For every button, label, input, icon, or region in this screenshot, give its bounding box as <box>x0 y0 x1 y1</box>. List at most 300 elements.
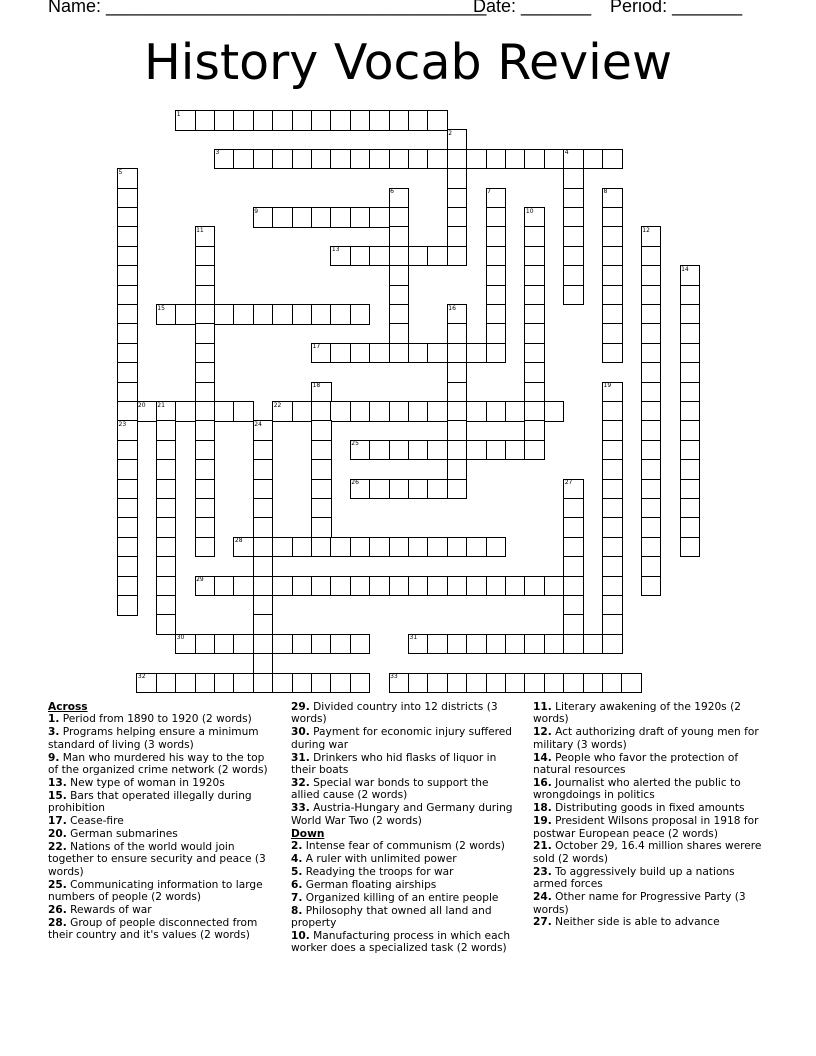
grid-cell[interactable] <box>447 634 468 655</box>
grid-cell[interactable] <box>117 556 138 577</box>
grid-cell[interactable] <box>563 188 584 209</box>
grid-cell[interactable] <box>427 537 448 558</box>
grid-cell[interactable] <box>292 304 313 325</box>
grid-cell[interactable] <box>680 304 701 325</box>
grid-cell[interactable] <box>253 653 274 674</box>
grid-cell[interactable] <box>389 110 410 131</box>
grid-cell[interactable] <box>117 595 138 616</box>
grid-cell[interactable] <box>292 401 313 422</box>
grid-cell[interactable] <box>408 110 429 131</box>
grid-cell[interactable] <box>156 420 177 441</box>
grid-cell[interactable] <box>427 246 448 267</box>
grid-cell[interactable] <box>292 634 313 655</box>
grid-cell[interactable] <box>253 595 274 616</box>
grid-cell[interactable] <box>602 285 623 306</box>
grid-cell[interactable] <box>350 576 371 597</box>
grid-cell[interactable] <box>195 343 216 364</box>
grid-cell[interactable] <box>369 576 390 597</box>
grid-cell[interactable] <box>117 226 138 247</box>
grid-cell[interactable] <box>602 595 623 616</box>
grid-cell[interactable] <box>486 537 507 558</box>
grid-cell[interactable] <box>389 149 410 170</box>
grid-cell[interactable] <box>253 673 274 694</box>
grid-cell[interactable] <box>311 537 332 558</box>
grid-cell[interactable] <box>292 576 313 597</box>
grid-cell[interactable] <box>330 207 351 228</box>
grid-cell[interactable] <box>466 343 487 364</box>
grid-cell[interactable] <box>195 401 216 422</box>
grid-cell[interactable] <box>156 479 177 500</box>
grid-cell[interactable] <box>330 673 351 694</box>
grid-cell[interactable] <box>602 517 623 538</box>
grid-cell[interactable] <box>214 304 235 325</box>
grid-cell[interactable] <box>350 343 371 364</box>
grid-cell[interactable] <box>602 323 623 344</box>
grid-cell[interactable] <box>233 401 254 422</box>
grid-cell[interactable] <box>253 479 274 500</box>
grid-cell[interactable] <box>369 343 390 364</box>
grid-cell[interactable] <box>505 401 526 422</box>
grid-cell[interactable] <box>486 149 507 170</box>
grid-cell[interactable] <box>602 556 623 577</box>
grid-cell[interactable] <box>330 149 351 170</box>
grid-cell[interactable] <box>369 149 390 170</box>
grid-cell[interactable] <box>641 440 662 461</box>
grid-cell[interactable] <box>524 304 545 325</box>
grid-cell[interactable] <box>641 556 662 577</box>
grid-cell[interactable] <box>563 595 584 616</box>
grid-cell[interactable] <box>641 304 662 325</box>
grid-cell[interactable] <box>389 537 410 558</box>
grid-cell[interactable] <box>117 459 138 480</box>
grid-cell[interactable] <box>195 459 216 480</box>
grid-cell[interactable] <box>563 576 584 597</box>
grid-cell[interactable] <box>447 246 468 267</box>
grid-cell[interactable] <box>602 420 623 441</box>
grid-cell[interactable] <box>214 634 235 655</box>
grid-cell[interactable] <box>253 304 274 325</box>
grid-cell[interactable] <box>311 420 332 441</box>
grid-cell[interactable] <box>389 207 410 228</box>
grid-cell[interactable] <box>466 576 487 597</box>
grid-cell[interactable] <box>427 149 448 170</box>
grid-cell[interactable] <box>427 110 448 131</box>
grid-cell[interactable] <box>486 401 507 422</box>
grid-cell[interactable] <box>602 343 623 364</box>
period-field[interactable]: Period: _______ <box>610 0 743 16</box>
grid-cell[interactable] <box>602 246 623 267</box>
grid-cell[interactable] <box>175 673 196 694</box>
grid-cell[interactable] <box>621 673 642 694</box>
grid-cell[interactable] <box>544 673 565 694</box>
grid-cell[interactable] <box>524 343 545 364</box>
grid-cell[interactable] <box>563 537 584 558</box>
grid-cell[interactable] <box>156 440 177 461</box>
grid-cell[interactable] <box>447 440 468 461</box>
grid-cell[interactable] <box>117 479 138 500</box>
grid-cell[interactable] <box>524 634 545 655</box>
grid-cell[interactable] <box>680 285 701 306</box>
grid-cell[interactable] <box>524 265 545 286</box>
grid-cell[interactable] <box>369 207 390 228</box>
grid-cell[interactable] <box>680 440 701 461</box>
grid-cell[interactable] <box>350 537 371 558</box>
grid-cell[interactable] <box>195 517 216 538</box>
grid-cell[interactable] <box>117 188 138 209</box>
grid-cell[interactable] <box>330 110 351 131</box>
grid-cell[interactable] <box>350 149 371 170</box>
grid-cell[interactable] <box>272 576 293 597</box>
grid-cell[interactable] <box>117 517 138 538</box>
grid-cell[interactable] <box>602 149 623 170</box>
grid-cell[interactable] <box>408 673 429 694</box>
grid-cell[interactable] <box>195 440 216 461</box>
grid-cell[interactable] <box>311 401 332 422</box>
grid-cell[interactable] <box>524 226 545 247</box>
grid-cell[interactable] <box>330 401 351 422</box>
grid-cell[interactable] <box>253 634 274 655</box>
grid-cell[interactable] <box>583 149 604 170</box>
grid-cell[interactable] <box>447 479 468 500</box>
grid-cell[interactable] <box>195 285 216 306</box>
grid-cell[interactable] <box>195 246 216 267</box>
grid-cell[interactable] <box>311 634 332 655</box>
grid-cell[interactable] <box>389 343 410 364</box>
grid-cell[interactable] <box>195 498 216 519</box>
grid-cell[interactable] <box>117 304 138 325</box>
grid-cell[interactable] <box>544 149 565 170</box>
grid-cell[interactable] <box>253 149 274 170</box>
grid-cell[interactable] <box>156 537 177 558</box>
grid-cell[interactable] <box>524 440 545 461</box>
name-field[interactable]: Name: ______________________________________ <box>48 0 487 16</box>
grid-cell[interactable] <box>641 323 662 344</box>
grid-cell[interactable] <box>641 537 662 558</box>
grid-cell[interactable] <box>117 285 138 306</box>
grid-cell[interactable] <box>389 576 410 597</box>
grid-cell[interactable] <box>272 537 293 558</box>
grid-cell[interactable] <box>641 498 662 519</box>
grid-cell[interactable] <box>350 401 371 422</box>
grid-cell[interactable] <box>369 110 390 131</box>
grid-cell[interactable] <box>505 634 526 655</box>
grid-cell[interactable] <box>195 265 216 286</box>
grid-cell[interactable] <box>602 207 623 228</box>
grid-cell[interactable] <box>544 401 565 422</box>
grid-cell[interactable] <box>641 576 662 597</box>
grid-cell[interactable] <box>156 459 177 480</box>
grid-cell[interactable] <box>641 479 662 500</box>
grid-cell[interactable] <box>408 576 429 597</box>
grid-cell[interactable] <box>563 634 584 655</box>
grid-cell[interactable] <box>195 110 216 131</box>
grid-cell[interactable] <box>214 401 235 422</box>
grid-cell[interactable] <box>117 498 138 519</box>
grid-cell[interactable] <box>680 323 701 344</box>
grid-cell[interactable] <box>680 343 701 364</box>
grid-cell[interactable] <box>602 401 623 422</box>
grid-cell[interactable] <box>486 226 507 247</box>
grid-cell[interactable] <box>486 343 507 364</box>
grid-cell[interactable] <box>408 479 429 500</box>
grid-cell[interactable] <box>602 265 623 286</box>
grid-cell[interactable] <box>156 498 177 519</box>
grid-cell[interactable] <box>447 168 468 189</box>
grid-cell[interactable] <box>369 537 390 558</box>
grid-cell[interactable] <box>292 537 313 558</box>
grid-cell[interactable] <box>524 420 545 441</box>
grid-cell[interactable] <box>195 479 216 500</box>
grid-cell[interactable] <box>563 226 584 247</box>
grid-cell[interactable] <box>466 537 487 558</box>
grid-cell[interactable] <box>195 362 216 383</box>
grid-cell[interactable] <box>602 498 623 519</box>
grid-cell[interactable] <box>427 401 448 422</box>
grid-cell[interactable] <box>330 576 351 597</box>
grid-cell[interactable] <box>680 401 701 422</box>
grid-cell[interactable] <box>253 517 274 538</box>
grid-cell[interactable] <box>311 304 332 325</box>
grid-cell[interactable] <box>311 459 332 480</box>
grid-cell[interactable] <box>486 323 507 344</box>
grid-cell[interactable] <box>175 401 196 422</box>
grid-cell[interactable] <box>602 614 623 635</box>
grid-cell[interactable] <box>466 440 487 461</box>
grid-cell[interactable] <box>583 634 604 655</box>
grid-cell[interactable] <box>117 343 138 364</box>
grid-cell[interactable] <box>330 537 351 558</box>
grid-cell[interactable] <box>408 440 429 461</box>
grid-cell[interactable] <box>447 459 468 480</box>
grid-cell[interactable] <box>563 265 584 286</box>
grid-cell[interactable] <box>330 304 351 325</box>
grid-cell[interactable] <box>311 479 332 500</box>
grid-cell[interactable] <box>253 556 274 577</box>
grid-cell[interactable] <box>563 673 584 694</box>
grid-cell[interactable] <box>233 673 254 694</box>
grid-cell[interactable] <box>641 420 662 441</box>
grid-cell[interactable] <box>602 537 623 558</box>
grid-cell[interactable] <box>195 420 216 441</box>
grid-cell[interactable] <box>466 634 487 655</box>
grid-cell[interactable] <box>524 285 545 306</box>
grid-cell[interactable] <box>447 323 468 344</box>
grid-cell[interactable] <box>117 207 138 228</box>
grid-cell[interactable] <box>486 246 507 267</box>
grid-cell[interactable] <box>563 556 584 577</box>
grid-cell[interactable] <box>408 149 429 170</box>
grid-cell[interactable] <box>680 459 701 480</box>
grid-cell[interactable] <box>233 149 254 170</box>
grid-cell[interactable] <box>447 188 468 209</box>
grid-cell[interactable] <box>447 537 468 558</box>
grid-cell[interactable] <box>156 673 177 694</box>
grid-cell[interactable] <box>330 343 351 364</box>
grid-cell[interactable] <box>330 634 351 655</box>
grid-cell[interactable] <box>466 673 487 694</box>
grid-cell[interactable] <box>117 362 138 383</box>
grid-cell[interactable] <box>311 517 332 538</box>
date-field[interactable]: Date: _______ <box>473 0 592 16</box>
grid-cell[interactable] <box>369 479 390 500</box>
grid-cell[interactable] <box>563 498 584 519</box>
grid-cell[interactable] <box>233 110 254 131</box>
grid-cell[interactable] <box>272 673 293 694</box>
grid-cell[interactable] <box>408 343 429 364</box>
grid-cell[interactable] <box>563 207 584 228</box>
grid-cell[interactable] <box>486 304 507 325</box>
grid-cell[interactable] <box>524 246 545 267</box>
grid-cell[interactable] <box>389 440 410 461</box>
grid-cell[interactable] <box>292 207 313 228</box>
grid-cell[interactable] <box>292 673 313 694</box>
grid-cell[interactable] <box>253 576 274 597</box>
grid-cell[interactable] <box>563 285 584 306</box>
grid-cell[interactable] <box>311 207 332 228</box>
grid-cell[interactable] <box>156 517 177 538</box>
grid-cell[interactable] <box>427 479 448 500</box>
grid-cell[interactable] <box>602 576 623 597</box>
grid-cell[interactable] <box>447 362 468 383</box>
grid-cell[interactable] <box>214 673 235 694</box>
grid-cell[interactable] <box>195 323 216 344</box>
grid-cell[interactable] <box>369 440 390 461</box>
grid-cell[interactable] <box>253 459 274 480</box>
grid-cell[interactable] <box>389 479 410 500</box>
grid-cell[interactable] <box>680 517 701 538</box>
grid-cell[interactable] <box>233 576 254 597</box>
grid-cell[interactable] <box>272 149 293 170</box>
grid-cell[interactable] <box>350 110 371 131</box>
grid-cell[interactable] <box>641 343 662 364</box>
grid-cell[interactable] <box>389 246 410 267</box>
grid-cell[interactable] <box>447 673 468 694</box>
grid-cell[interactable] <box>447 207 468 228</box>
grid-cell[interactable] <box>680 479 701 500</box>
grid-cell[interactable] <box>447 149 468 170</box>
grid-cell[interactable] <box>602 673 623 694</box>
grid-cell[interactable] <box>117 246 138 267</box>
grid-cell[interactable] <box>563 246 584 267</box>
grid-cell[interactable] <box>117 576 138 597</box>
grid-cell[interactable] <box>389 265 410 286</box>
grid-cell[interactable] <box>350 634 371 655</box>
grid-cell[interactable] <box>195 537 216 558</box>
grid-cell[interactable] <box>253 537 274 558</box>
grid-cell[interactable] <box>214 110 235 131</box>
grid-cell[interactable] <box>524 673 545 694</box>
grid-cell[interactable] <box>563 614 584 635</box>
grid-cell[interactable] <box>447 226 468 247</box>
grid-cell[interactable] <box>680 420 701 441</box>
grid-cell[interactable] <box>311 149 332 170</box>
grid-cell[interactable] <box>175 304 196 325</box>
grid-cell[interactable] <box>389 323 410 344</box>
grid-cell[interactable] <box>583 673 604 694</box>
grid-cell[interactable] <box>505 576 526 597</box>
grid-cell[interactable] <box>602 634 623 655</box>
grid-cell[interactable] <box>253 498 274 519</box>
grid-cell[interactable] <box>427 673 448 694</box>
grid-cell[interactable] <box>350 673 371 694</box>
grid-cell[interactable] <box>563 168 584 189</box>
grid-cell[interactable] <box>389 401 410 422</box>
grid-cell[interactable] <box>117 382 138 403</box>
grid-cell[interactable] <box>680 537 701 558</box>
grid-cell[interactable] <box>272 207 293 228</box>
grid-cell[interactable] <box>156 614 177 635</box>
grid-cell[interactable] <box>486 207 507 228</box>
grid-cell[interactable] <box>447 401 468 422</box>
grid-cell[interactable] <box>524 362 545 383</box>
grid-cell[interactable] <box>505 440 526 461</box>
grid-cell[interactable] <box>486 285 507 306</box>
grid-cell[interactable] <box>524 576 545 597</box>
grid-cell[interactable] <box>214 576 235 597</box>
grid-cell[interactable] <box>524 149 545 170</box>
grid-cell[interactable] <box>641 401 662 422</box>
grid-cell[interactable] <box>641 265 662 286</box>
grid-cell[interactable] <box>311 673 332 694</box>
grid-cell[interactable] <box>195 382 216 403</box>
grid-cell[interactable] <box>272 304 293 325</box>
grid-cell[interactable] <box>641 459 662 480</box>
grid-cell[interactable] <box>389 304 410 325</box>
grid-cell[interactable] <box>350 304 371 325</box>
grid-cell[interactable] <box>253 110 274 131</box>
grid-cell[interactable] <box>156 595 177 616</box>
grid-cell[interactable] <box>524 382 545 403</box>
grid-cell[interactable] <box>486 576 507 597</box>
grid-cell[interactable] <box>447 382 468 403</box>
grid-cell[interactable] <box>195 304 216 325</box>
grid-cell[interactable] <box>408 401 429 422</box>
grid-cell[interactable] <box>233 304 254 325</box>
grid-cell[interactable] <box>427 634 448 655</box>
grid-cell[interactable] <box>602 479 623 500</box>
grid-cell[interactable] <box>311 498 332 519</box>
grid-cell[interactable] <box>505 673 526 694</box>
grid-cell[interactable] <box>233 634 254 655</box>
grid-cell[interactable] <box>272 634 293 655</box>
grid-cell[interactable] <box>641 246 662 267</box>
grid-cell[interactable] <box>602 304 623 325</box>
grid-cell[interactable] <box>602 459 623 480</box>
grid-cell[interactable] <box>563 517 584 538</box>
grid-cell[interactable] <box>486 265 507 286</box>
grid-cell[interactable] <box>680 382 701 403</box>
grid-cell[interactable] <box>195 634 216 655</box>
grid-cell[interactable] <box>427 343 448 364</box>
grid-cell[interactable] <box>389 285 410 306</box>
grid-cell[interactable] <box>253 440 274 461</box>
grid-cell[interactable] <box>524 323 545 344</box>
grid-cell[interactable] <box>641 382 662 403</box>
grid-cell[interactable] <box>486 673 507 694</box>
grid-cell[interactable] <box>156 576 177 597</box>
grid-cell[interactable] <box>389 226 410 247</box>
grid-cell[interactable] <box>369 401 390 422</box>
grid-cell[interactable] <box>117 265 138 286</box>
grid-cell[interactable] <box>311 576 332 597</box>
grid-cell[interactable] <box>447 576 468 597</box>
grid-cell[interactable] <box>292 149 313 170</box>
grid-cell[interactable] <box>253 614 274 635</box>
grid-cell[interactable] <box>117 323 138 344</box>
grid-cell[interactable] <box>447 343 468 364</box>
grid-cell[interactable] <box>117 401 138 422</box>
grid-cell[interactable] <box>369 246 390 267</box>
